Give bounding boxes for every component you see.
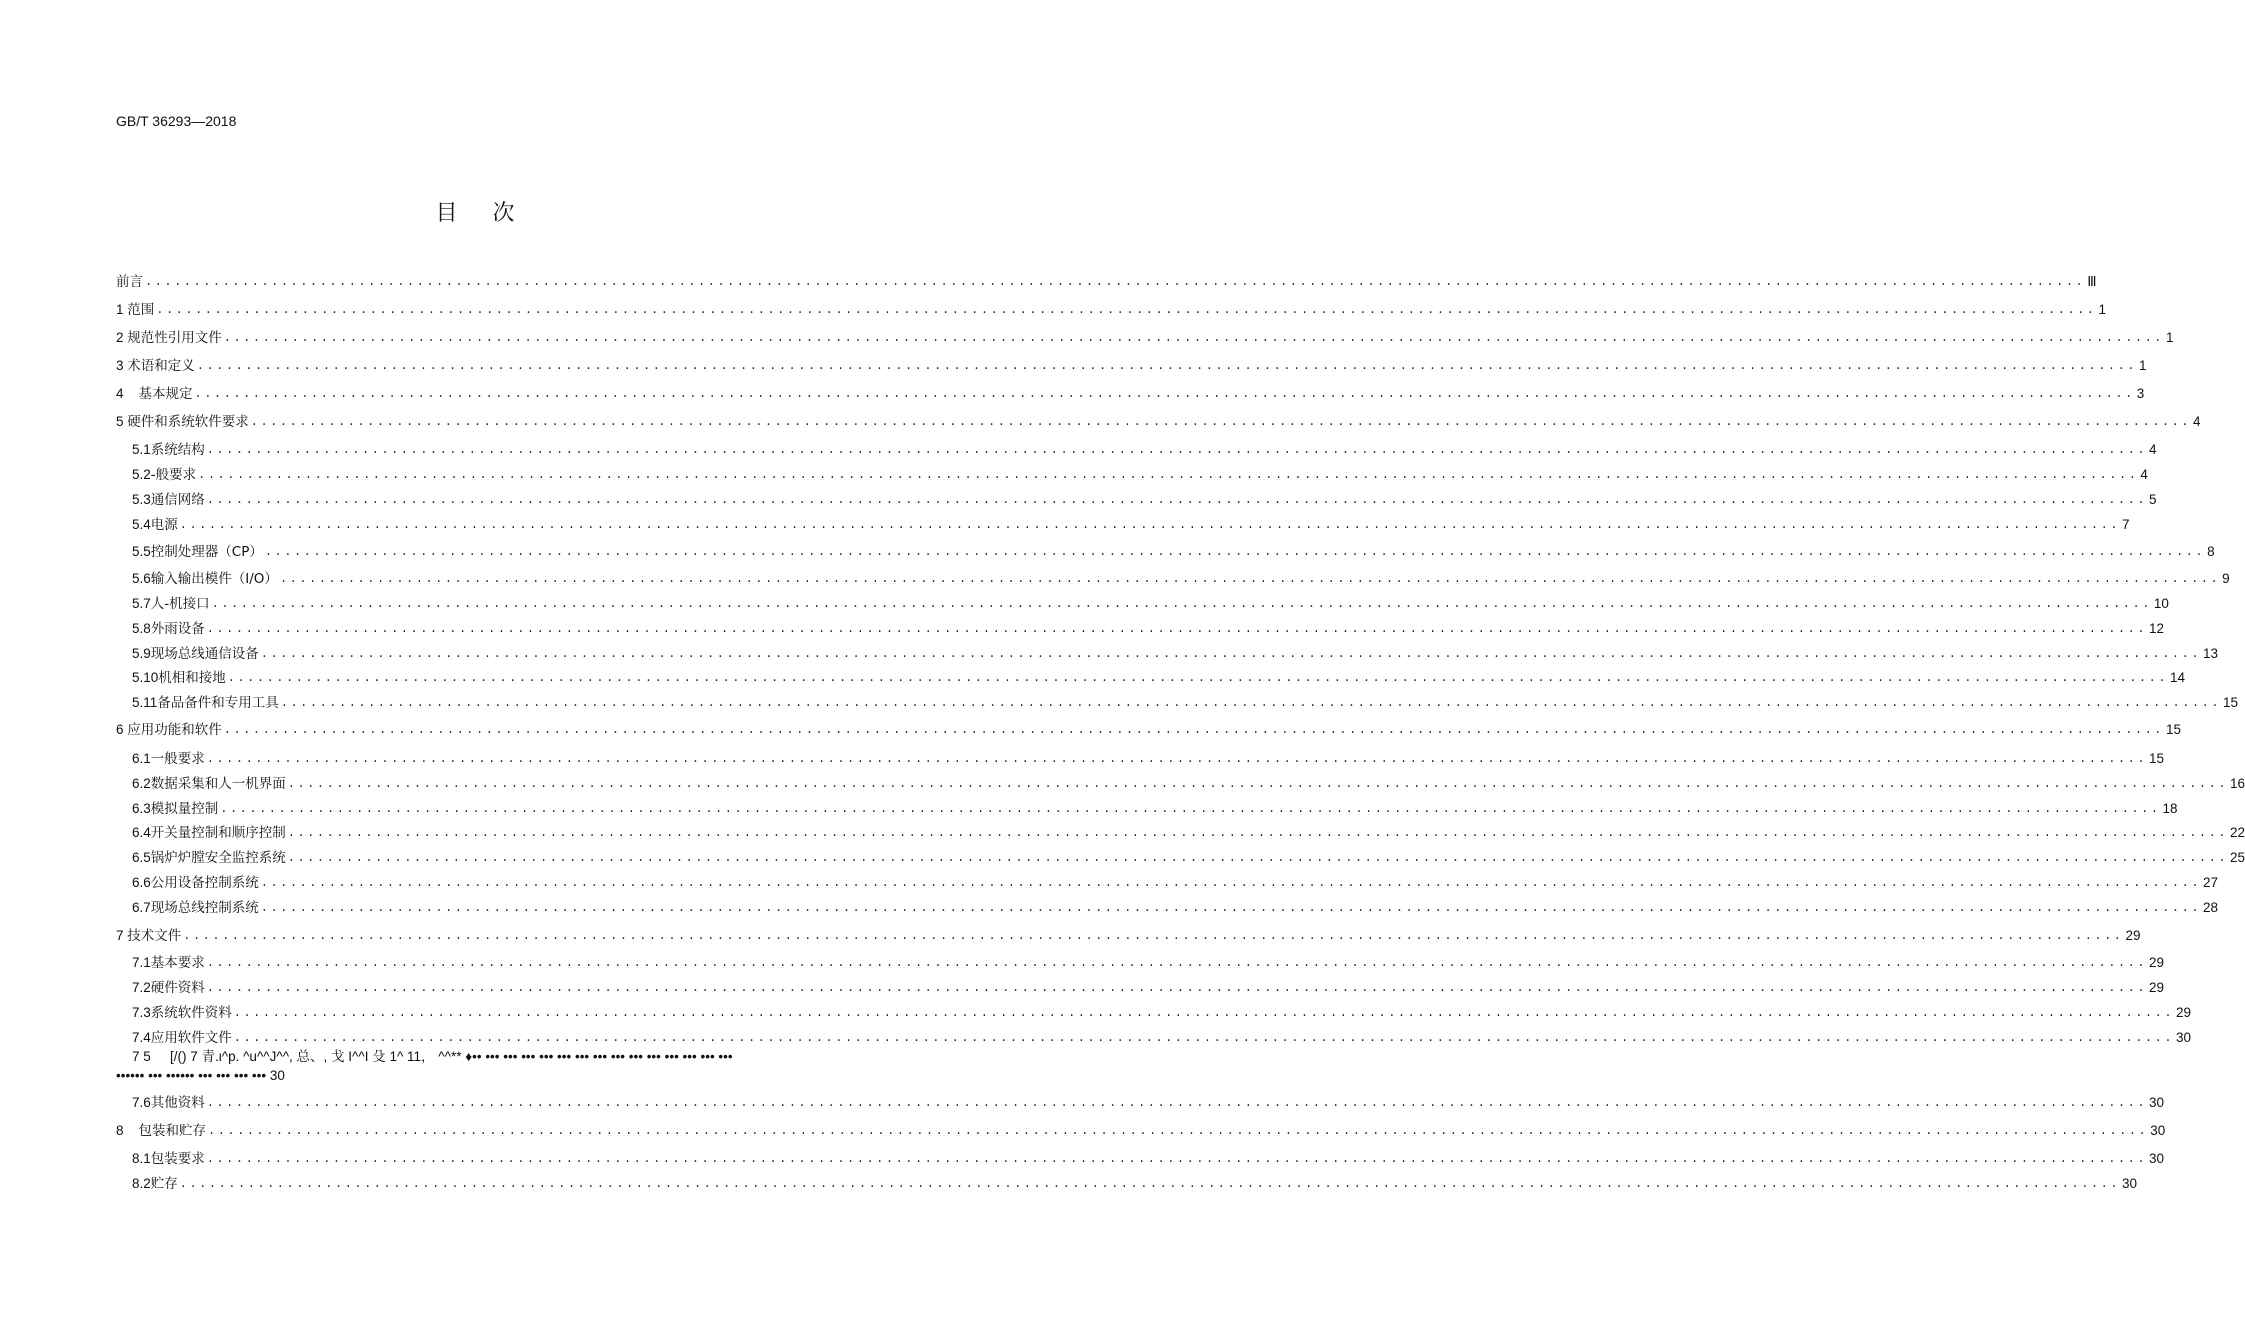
toc-entry-page: 15: [2223, 695, 2239, 710]
toc-leader-dots: ........................................................................................................................................................................................................: [206, 493, 2148, 507]
toc-entry-page: 27: [2203, 875, 2219, 890]
toc-entry-page: 16: [2230, 776, 2245, 791]
toc-entry-label: 范围: [127, 302, 155, 318]
toc-entry-number: 7.2: [132, 980, 151, 995]
toc-entry-number: 7.1: [132, 955, 151, 970]
toc-entry[interactable]: [132, 693, 2239, 713]
toc-entry[interactable]: [116, 328, 2174, 348]
toc-leader-dots: ........................................................................................................................................................................................................: [196, 359, 2137, 373]
toc-entry-number: 6.2: [132, 776, 151, 791]
toc-entry-number: 7 5: [132, 1049, 151, 1064]
toc-entry-number: 8.1: [132, 1151, 151, 1166]
toc-entry-label: 控制处理器（CP）: [150, 544, 263, 560]
toc-leader-dots: ........................................................................................................................................................................................................: [287, 777, 2229, 791]
toc-leader-dots: ........................................................................................................................................................................................................: [145, 275, 2086, 289]
toc-entry[interactable]: [116, 926, 2141, 946]
toc-entry-text-continued: •••••• ••• •••••• ••• ••• ••• ••• 30: [116, 1068, 285, 1083]
toc-entry-label: 现场总线通信设备: [150, 646, 259, 662]
toc-entry[interactable]: [132, 569, 2230, 589]
toc-entry[interactable]: [132, 515, 2130, 535]
toc-entry-label: 现场总线控制系统: [150, 900, 259, 916]
toc-leader-dots: ........................................................................................................................................................................................................: [287, 851, 2229, 865]
toc-entry-page: 5: [2149, 492, 2157, 507]
toc-entry[interactable]: [132, 619, 2165, 639]
toc-entry-page: 15: [2166, 722, 2182, 737]
toc-entry-number: 1: [116, 302, 128, 317]
toc-entry-text: [/() 7 青.ι^p. ^u^^J^^, 总、, 戈 I^^I 殳 1^ 11， ^^** ♦•• ••• ••• ••• ••• ••• ••• ••• ••• ••• ••• ••• ••• ••• •••: [170, 1049, 733, 1064]
toc-entry-number: 5.8: [132, 621, 151, 636]
toc-entry[interactable]: [132, 1174, 2138, 1194]
toc-entry[interactable]: [116, 720, 2182, 740]
toc-entry-page: 30: [2150, 1123, 2166, 1138]
toc-leader-dots: ........................................................................................................................................................................................................: [206, 956, 2148, 970]
toc-leader-dots: ........................................................................................................................................................................................................: [206, 752, 2148, 766]
toc-entry-label: 技术文件: [127, 928, 182, 944]
toc-entry-page: 7: [2122, 517, 2130, 532]
toc-entry-label: 硬件和系统软件要求: [127, 414, 249, 430]
toc-entry[interactable]: [132, 490, 2157, 510]
toc-entry[interactable]: [132, 799, 2178, 819]
toc-leader-dots: ........................................................................................................................................................................................................: [220, 802, 2161, 816]
toc-leader-dots: ........................................................................................................................................................................................................: [206, 622, 2148, 636]
toc-entry-label: 前言: [116, 274, 143, 290]
toc-leader-dots: ........................................................................................................................................................................................................: [206, 1152, 2148, 1166]
toc-entry-page: 1: [2166, 330, 2174, 345]
toc-leader-dots: ........................................................................................................................................................................................................: [287, 826, 2229, 840]
toc-entry-label: 公用设备控制系统: [150, 875, 259, 891]
toc-entry-label: 包装和贮存: [138, 1123, 207, 1139]
toc-entry-label: 电源: [150, 517, 178, 533]
toc-entry[interactable]: [132, 668, 2186, 688]
toc-entry[interactable]: [116, 1121, 2166, 1141]
toc-entry-number: 7: [116, 928, 128, 943]
toc-entry-number: 5: [116, 414, 128, 429]
toc-leader-dots: ........................................................................................................................................................................................................: [179, 1177, 2121, 1191]
toc-entry-number: 6: [116, 722, 128, 737]
toc-leader-dots: ........................................................................................................................................................................................................: [183, 929, 2124, 943]
toc-leader-dots: ........................................................................................................................................................................................................: [194, 387, 2135, 401]
toc-entry-number: 6.1: [132, 751, 151, 766]
toc-entry-page: Ⅲ: [2087, 274, 2097, 289]
toc-entry-page: 4: [2140, 467, 2148, 482]
toc-entry-label: 硬件资料: [150, 980, 205, 996]
toc-leader-dots: ........................................................................................................................................................................................................: [233, 1031, 2175, 1045]
toc-entry-page: 3: [2136, 386, 2145, 401]
toc-entry-number: 5.1: [132, 442, 151, 457]
toc-entry-label: 规范性引用文件: [127, 330, 222, 346]
toc-leader-dots: ........................................................................................................................................................................................................: [233, 1006, 2175, 1020]
toc-entry-label: 开关量控制和顺序控制: [150, 825, 286, 841]
toc-entry-page: 1: [2098, 302, 2107, 317]
toc-entry-number: 5.2: [132, 467, 151, 482]
toc-entry-label: 其他资料: [150, 1095, 205, 1111]
toc-entry[interactable]: [116, 272, 2097, 292]
toc-leader-dots: ........................................................................................................................................................................................................: [260, 876, 2202, 890]
toc-entry[interactable]: [116, 300, 2107, 320]
toc-entry[interactable]: [132, 1003, 2192, 1023]
toc-entry[interactable]: [132, 978, 2165, 998]
toc-entry-page: 13: [2203, 646, 2219, 661]
toc-entry[interactable]: [132, 465, 2148, 485]
toc-entry[interactable]: [132, 644, 2219, 664]
toc-entry-label: 人-机接口: [150, 596, 210, 612]
toc-entry-page: 18: [2162, 801, 2178, 816]
standard-number: GB/T 36293—2018: [116, 113, 237, 129]
toc-entry-number: 7.3: [132, 1005, 151, 1020]
toc-leader-dots: ........................................................................................................................................................................................................: [250, 415, 2191, 429]
toc-entry-page: 29: [2149, 955, 2165, 970]
toc-entry-number: 5.10: [132, 670, 159, 685]
toc-leader-dots: ........................................................................................................................................................................................................: [260, 901, 2202, 915]
toc-entry[interactable]: [132, 848, 2245, 868]
toc-entry-number: 7.4: [132, 1030, 151, 1045]
toc-entry[interactable]: [132, 873, 2219, 893]
toc-entry-label: 贮存: [150, 1176, 178, 1192]
toc-entry-number: 8.2: [132, 1176, 151, 1191]
toc-entry-page: 15: [2149, 751, 2165, 766]
toc-entry-label: 包装要求: [150, 1151, 205, 1167]
toc-leader-dots: ........................................................................................................................................................................................................: [227, 671, 2169, 685]
toc-entry[interactable]: [132, 774, 2245, 794]
toc-entry[interactable]: [132, 1093, 2165, 1113]
toc-entry[interactable]: [132, 749, 2165, 769]
toc-entry[interactable]: [116, 356, 2147, 376]
toc-entry[interactable]: [116, 384, 2145, 404]
toc-entry-label: 模拟量控制: [150, 801, 219, 817]
toc-entry-label: 术语和定义: [127, 358, 195, 374]
toc-entry-number: 2: [116, 330, 128, 345]
toc-leader-dots: ........................................................................................................................................................................................................: [179, 518, 2121, 532]
toc-entry-number: 4: [116, 386, 139, 401]
toc-entry-page: 25: [2230, 850, 2245, 865]
toc-leader-dots: ........................................................................................................................................................................................................: [223, 723, 2164, 737]
toc-entry-label: 系统结构: [150, 442, 205, 458]
toc-entry-page: 4: [2193, 414, 2201, 429]
toc-entry-number: 5.5: [132, 544, 151, 559]
toc-entry-label: 系统软件资料: [150, 1005, 232, 1021]
toc-entry[interactable]: [132, 440, 2157, 460]
toc-entry-page: 4: [2149, 442, 2157, 457]
toc-entry-number: 7.6: [132, 1095, 151, 1110]
toc-entry-7-5[interactable]: [116, 1047, 846, 1085]
toc-leader-dots: ........................................................................................................................................................................................................: [206, 1096, 2148, 1110]
toc-entry-label: 基本规定: [138, 386, 193, 402]
toc-entry-page: 30: [2149, 1151, 2165, 1166]
toc-entry-number: 6.7: [132, 900, 151, 915]
toc-entry[interactable]: [132, 594, 2169, 614]
toc-entry-page: 10: [2153, 596, 2169, 611]
page-title: 目 次: [435, 201, 529, 226]
toc-leader-dots: ........................................................................................................................................................................................................: [198, 468, 2139, 482]
toc-leader-dots: ........................................................................................................................................................................................................: [206, 981, 2148, 995]
toc-entry-number: 6.4: [132, 825, 151, 840]
toc-entry-label: 输入输出模件（I/O）: [150, 571, 278, 587]
toc-entry-page: 30: [2176, 1030, 2192, 1045]
toc-entry-label: 数据采集和人一机界面: [150, 776, 286, 792]
toc-leader-dots: ........................................................................................................................................................................................................: [211, 597, 2152, 611]
toc-entry-page: 14: [2170, 670, 2186, 685]
toc-entry-number: 5.7: [132, 596, 151, 611]
toc-entry-page: 29: [2176, 1005, 2192, 1020]
toc-entry-label: 机相和接地: [158, 670, 226, 686]
toc-entry-page: 29: [2125, 928, 2141, 943]
toc-entry-page: 28: [2203, 900, 2219, 915]
toc-entry-label: -般要求: [150, 467, 197, 483]
toc-entry-number: 3: [116, 358, 128, 373]
toc-entry-page: 8: [2207, 544, 2215, 559]
toc-entry-number: 5.3: [132, 492, 151, 507]
toc-entry-label: 外雨设备: [150, 621, 205, 637]
toc-entry-label: 基本要求: [150, 955, 205, 971]
toc-entry-page: 29: [2149, 980, 2165, 995]
toc-entry-label: 锅炉炉膛安全监控系统: [150, 850, 286, 866]
toc-leader-dots: ........................................................................................................................................................................................................: [223, 331, 2164, 345]
toc-entry-page: 9: [2222, 571, 2230, 586]
toc-entry-number: 8: [116, 1123, 139, 1138]
toc-entry-number: 5.4: [132, 517, 151, 532]
toc-entry-label: 应用功能和软件: [127, 722, 222, 738]
toc-entry-label: 一般要求: [150, 751, 205, 767]
toc-entry[interactable]: [132, 542, 2215, 562]
toc-entry-page: 12: [2149, 621, 2165, 636]
toc-leader-dots: ........................................................................................................................................................................................................: [279, 572, 2221, 586]
toc-entry-page: 22: [2230, 825, 2245, 840]
toc-entry[interactable]: [132, 1149, 2165, 1169]
toc-entry-label: 备品备件和专用工具: [157, 695, 279, 711]
toc-leader-dots: ........................................................................................................................................................................................................: [208, 1124, 2149, 1138]
toc-entry-number: 6.6: [132, 875, 151, 890]
toc-entry[interactable]: [132, 1028, 2192, 1048]
toc-leader-dots: ........................................................................................................................................................................................................: [280, 696, 2222, 710]
toc-entry[interactable]: [132, 898, 2219, 918]
toc-leader-dots: ........................................................................................................................................................................................................: [206, 443, 2148, 457]
toc-entry-number: 5.6: [132, 571, 151, 586]
toc-leader-dots: ........................................................................................................................................................................................................: [264, 545, 2206, 559]
toc-entry-page: 30: [2149, 1095, 2165, 1110]
toc-entry-label: 应用软件文件: [150, 1030, 232, 1046]
toc-entry[interactable]: [132, 823, 2245, 843]
toc-entry[interactable]: [132, 953, 2165, 973]
toc-entry-number: 6.3: [132, 801, 151, 816]
toc-entry-page: 30: [2122, 1176, 2138, 1191]
toc-entry[interactable]: [116, 412, 2201, 432]
toc-leader-dots: ........................................................................................................................................................................................................: [156, 303, 2097, 317]
toc-entry-number: 5.11: [132, 695, 158, 710]
toc-entry-number: 5.9: [132, 646, 151, 661]
toc-entry-number: 6.5: [132, 850, 151, 865]
toc-entry-page: 1: [2139, 358, 2147, 373]
toc-leader-dots: ........................................................................................................................................................................................................: [260, 647, 2202, 661]
toc-entry-label: 通信网络: [150, 492, 205, 508]
